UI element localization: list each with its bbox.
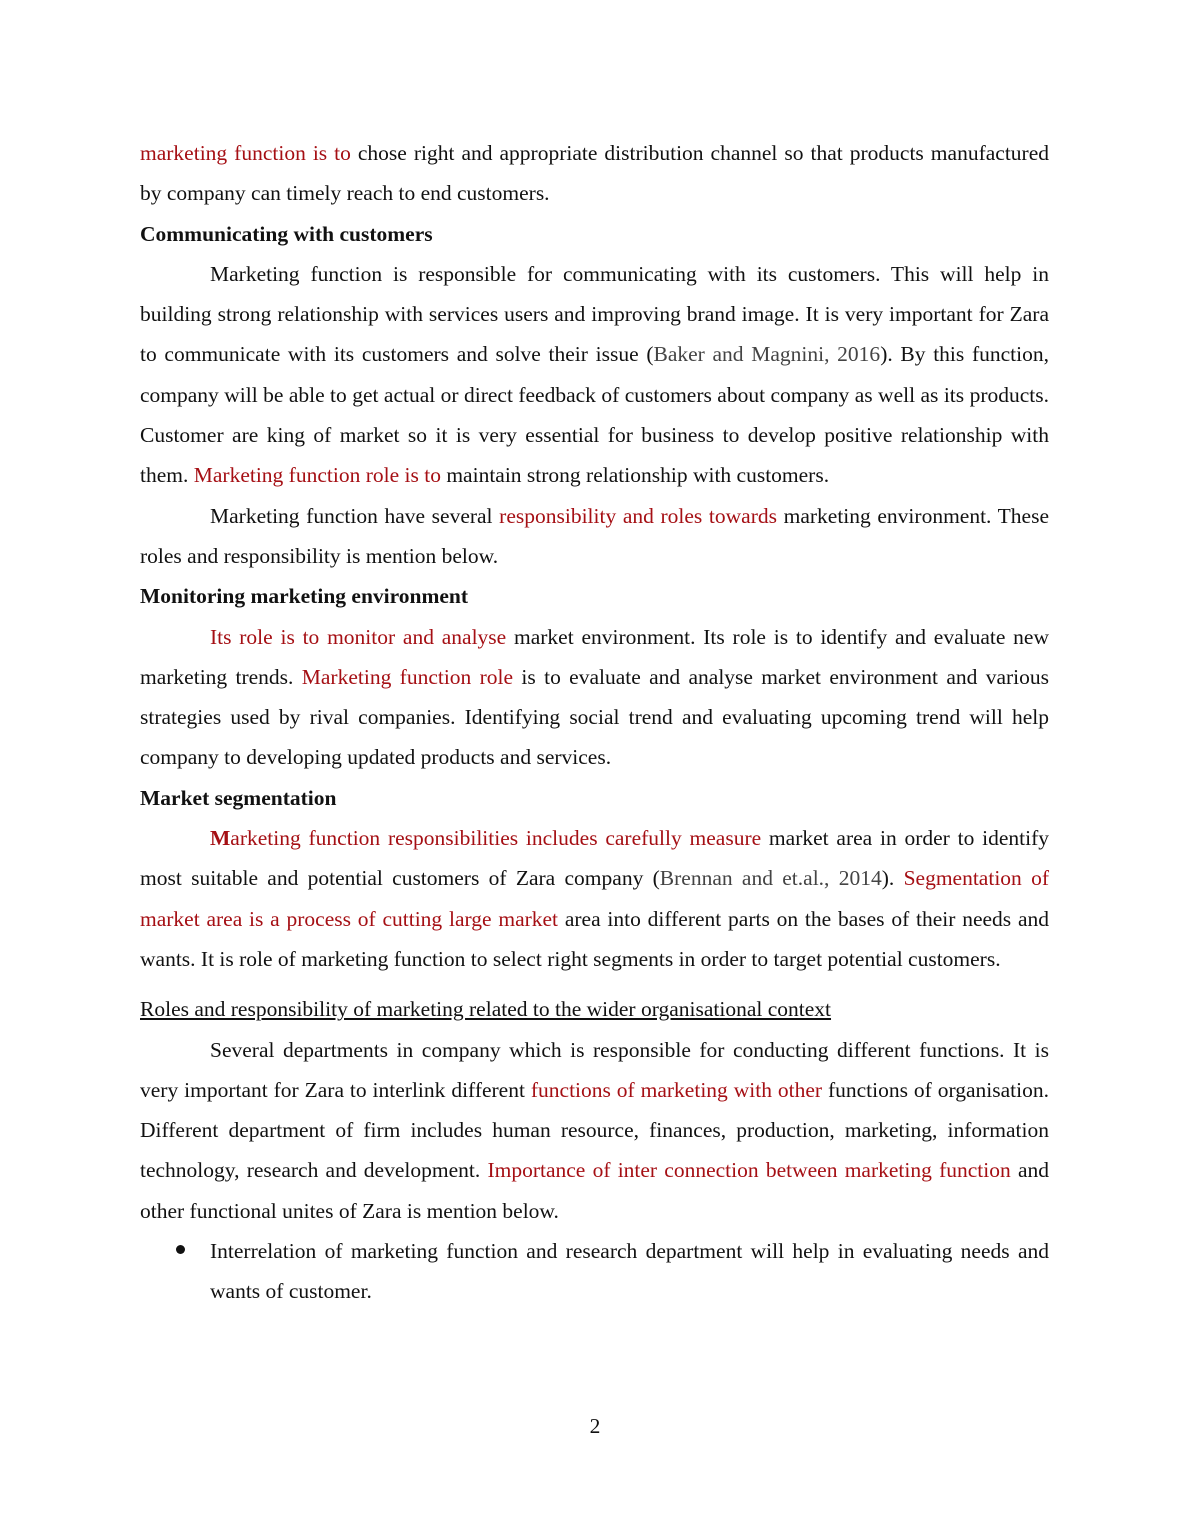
bullet-list [140, 1231, 1049, 1312]
highlighted-text: functions of marketing with other [530, 1077, 823, 1102]
paragraph-communicating [140, 254, 1049, 496]
highlighted-text: Segmentation of market area is a process of cutting large market [140, 866, 1049, 931]
body-text: Several departments in company which is responsible for conducting different functions. It is very important for Zara to interlink different [140, 1037, 1049, 1102]
bold-initial: M [210, 826, 231, 851]
paragraph-segmentation [140, 818, 1049, 979]
list-item-text: Interrelation of marketing function and research department will help in evaluating needs and wants of customer. [210, 1239, 1049, 1304]
citation: Baker and Magnini, 2016 [653, 342, 881, 367]
heading-monitoring: Monitoring marketing environment [140, 584, 469, 609]
highlighted-text: Importance of inter connection between marketing function [487, 1158, 1011, 1183]
highlighted-text: marketing function is to [140, 141, 351, 165]
body-text: ). By this function, company will be able to get actual or direct feedback of customers about company as well as its products. Customer are king of market so it is very essential for business to develop positive relationship with them. [140, 342, 1049, 488]
body-text: market environment. Its role is to identify and evaluate new marketing trends. [140, 624, 1049, 689]
paragraph-roles [140, 496, 1049, 577]
bullet-icon [176, 1245, 185, 1254]
body-text: ). [881, 866, 904, 891]
citation: Brennan and et.al., 2014 [659, 866, 882, 891]
body-text: and other functional unites of Zara is mention below. [140, 1158, 1049, 1223]
heading-wider-context: Roles and responsibility of marketing related to the wider organisational context [140, 997, 832, 1022]
body-text: Marketing function is responsible for communicating with its customers. This will help in building strong relationship with services users and improving brand image. It is very important for Zara to communicate with its customers and solve their issue ( [140, 261, 1049, 367]
heading-communicating: Communicating with customers [140, 221, 433, 246]
highlighted-text: responsibility and roles towards [499, 503, 777, 528]
body-text: is to evaluate and analyse market environment and various strategies used by rival companies. Identifying social trend and evaluating upcoming trend will help company to developing updated products and services. [140, 664, 1049, 770]
body-text: functions of organisation. Different department of firm includes human resource, finances, production, marketing, information technology, research and development. [140, 1077, 1049, 1183]
paragraph-distribution [140, 133, 1049, 214]
document-page [140, 133, 1049, 1312]
highlighted-text: Its role is to monitor and analyse [210, 624, 507, 649]
body-text: maintain strong relationship with customers. [440, 463, 830, 488]
highlighted-text: arketing function responsibilities includes carefully measure [230, 826, 762, 851]
heading-segmentation: Market segmentation [140, 785, 337, 810]
page-number: 2 [589, 1414, 601, 1438]
highlighted-text: Marketing function role is to [193, 463, 441, 488]
body-text: area into different parts on the bases of their needs and wants. It is role of marketing function to select right segments in order to target potential customers. [140, 906, 1049, 971]
paragraph-departments [140, 1030, 1049, 1231]
body-text: chose right and appropriate distribution channel so that products manufactured by company can timely reach to end customers. [140, 141, 1049, 206]
paragraph-monitoring [140, 617, 1049, 778]
body-text: Marketing function have several [210, 503, 500, 528]
list-item [140, 1231, 1049, 1312]
body-text: market area in order to identify most suitable and potential customers of Zara company ( [140, 826, 1049, 891]
body-text: marketing environment. These roles and responsibility is mention below. [140, 503, 1049, 568]
highlighted-text: Marketing function role [301, 664, 514, 689]
